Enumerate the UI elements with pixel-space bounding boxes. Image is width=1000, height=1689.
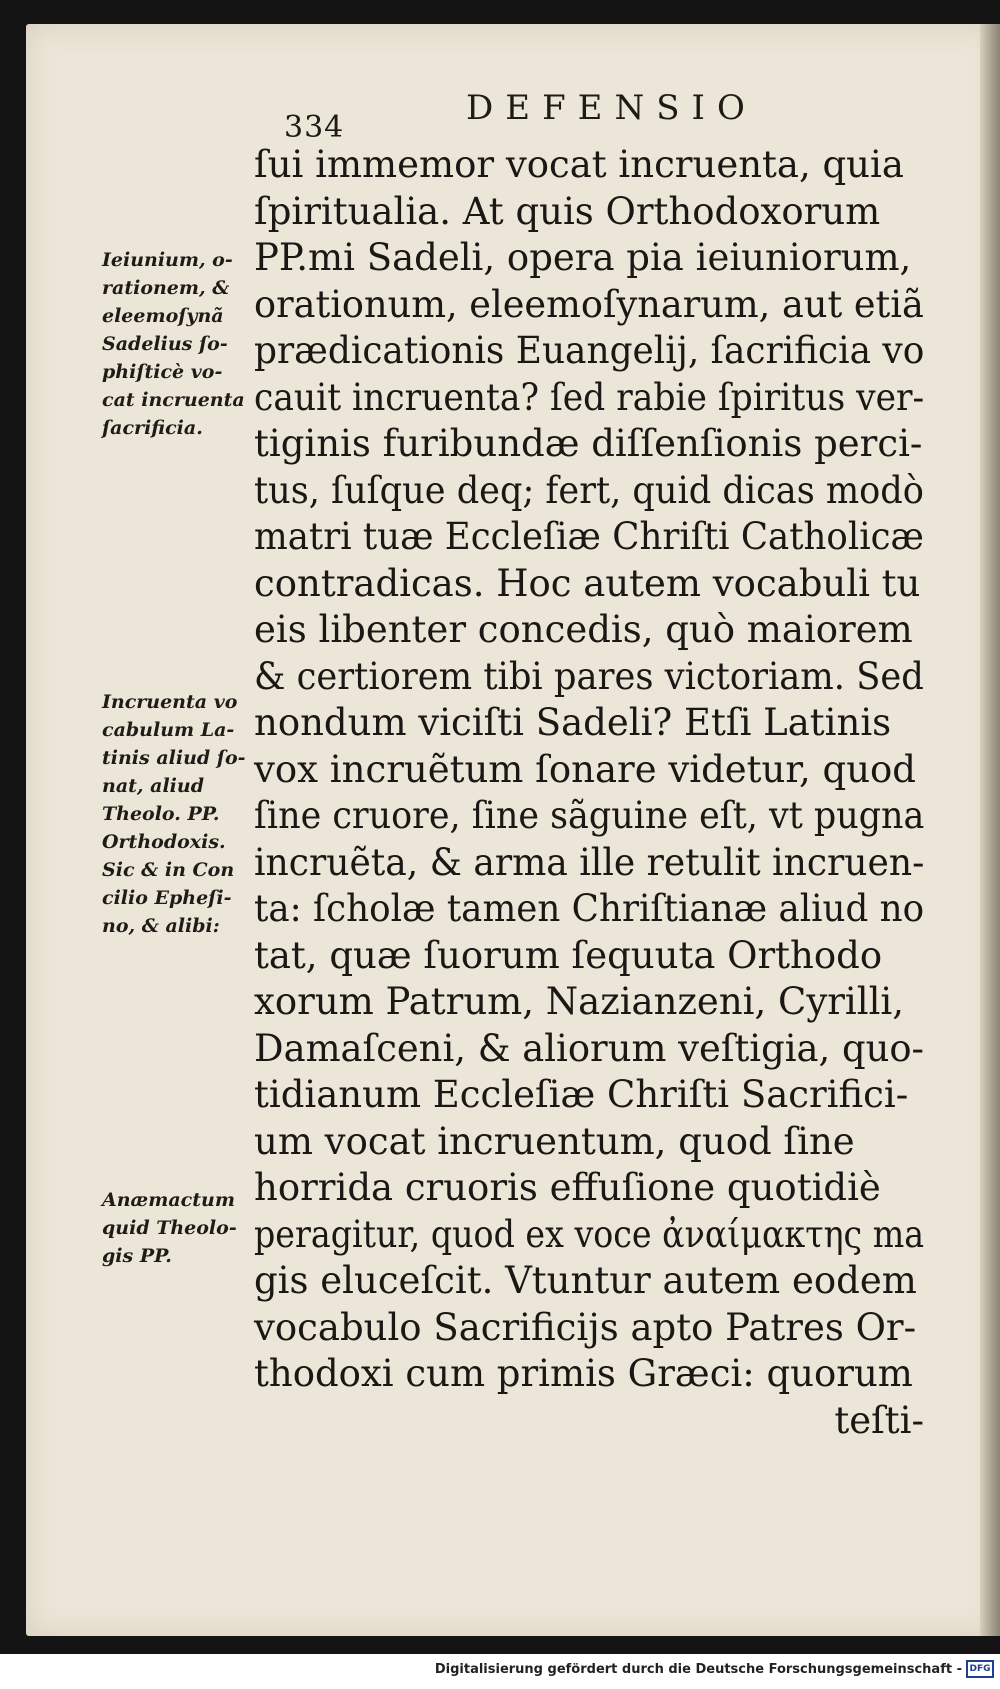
text-line: peragitur, quod ex voce ἀναίμακτης ma xyxy=(254,1212,925,1256)
note-line: Ieiunium, o- xyxy=(102,249,233,271)
text-line: gis eluceſcit. Vtuntur autem eodem xyxy=(254,1259,917,1302)
text-line: ſine cruore, ſine sãguine eſt, vt pugna xyxy=(254,794,925,837)
text-line: tidianum Eccleſiæ Chriſti Sacrifici- xyxy=(254,1073,909,1116)
text-line: nondum viciſti Sadeli? Etſi Latinis xyxy=(254,701,892,744)
note-line: rationem, & xyxy=(102,277,230,299)
note-line: eleemoſynã xyxy=(102,305,224,327)
note-line: Sic & in Con xyxy=(102,859,235,881)
running-head: DEFENSIO xyxy=(466,88,757,128)
note-line: tinis aliud ſo- xyxy=(102,747,246,769)
text-line: eis libenter concedis, quò maiorem xyxy=(254,608,913,651)
digitization-footer xyxy=(0,1654,1000,1689)
note-line: Anæmactum xyxy=(102,1189,235,1211)
dfg-logo-icon: DFG xyxy=(966,1660,994,1678)
note-line: Theolo. PP. xyxy=(102,803,220,825)
text-line: ſui immemor vocat incruenta, quia xyxy=(254,143,904,186)
text-line: prædicationis Euangelij, ſacrificia vo xyxy=(254,329,925,372)
text-line: um vocat incruentum, quod ſine xyxy=(254,1119,855,1163)
text-line: thodoxi cum primis Græci: quorum xyxy=(254,1352,913,1395)
note-line: Orthodoxis. xyxy=(102,831,226,853)
text-line: vocabulo Sacrificijs apto Patres Or- xyxy=(254,1305,917,1349)
text-line: orationum, eleemoſynarum, aut etiã xyxy=(254,282,924,326)
text-line: & certiorem tibi pares victoriam. Sed xyxy=(254,654,924,698)
note-line: cat incruenta xyxy=(102,389,245,411)
marginal-note-2 xyxy=(102,688,256,940)
text-line: matri tuæ Eccleſiæ Chriſti Catholicæ xyxy=(254,515,924,558)
text-line: ta: ſcholæ tamen Chriſtianæ aliud no xyxy=(254,887,925,930)
text-line: tus, ſuſque deq; fert, quid dicas modò xyxy=(254,468,924,512)
marginal-note-1 xyxy=(102,246,256,442)
page-number: 334 xyxy=(284,110,345,145)
text-line: PP.mi Sadeli, opera pia ieiuniorum, xyxy=(254,236,912,279)
catchword: teſti- xyxy=(834,1398,924,1442)
text-line: contradicas. Hoc autem vocabuli tu xyxy=(254,561,921,605)
main-text-block xyxy=(254,142,924,1444)
text-line: Damaſceni, & aliorum veſtigia, quo- xyxy=(254,1026,925,1070)
text-line: ſpiritualia. At quis Orthodoxorum xyxy=(254,189,881,233)
text-line: tat, quæ ſuorum ſequuta Orthodo xyxy=(254,933,883,977)
note-line: cilio Epheſi- xyxy=(102,887,232,909)
note-line: no, & alibi: xyxy=(102,915,220,937)
note-line: nat, aliud xyxy=(102,775,204,797)
page-edge xyxy=(980,24,1000,1636)
text-line: tiginis furibundæ diſſenſionis perci- xyxy=(254,422,923,465)
footer-credit: Digitalisierung gefördert durch die Deutsche Forschungsgemeinschaft - xyxy=(434,1662,962,1677)
note-line: quid Theolo- xyxy=(102,1217,237,1239)
note-line: ſacrificia. xyxy=(102,417,203,439)
note-line: Incruenta vo xyxy=(102,691,238,713)
note-line: phiſticè vo- xyxy=(102,361,223,383)
marginal-note-3 xyxy=(102,1186,256,1270)
text-line: vox incruẽtum ſonare videtur, quod xyxy=(254,747,916,791)
text-line: horrida cruoris effuſione quotidiè xyxy=(254,1166,881,1209)
note-line: cabulum La- xyxy=(102,719,235,741)
note-line: gis PP. xyxy=(102,1245,172,1267)
text-line: xorum Patrum, Nazianzeni, Cyrilli, xyxy=(254,980,905,1023)
note-line: Sadelius ſo- xyxy=(102,333,228,355)
text-line: cauit incruenta? ſed rabie ſpiritus ver- xyxy=(254,375,925,419)
text-line: incruẽta, & arma ille retulit incruen- xyxy=(254,840,925,884)
